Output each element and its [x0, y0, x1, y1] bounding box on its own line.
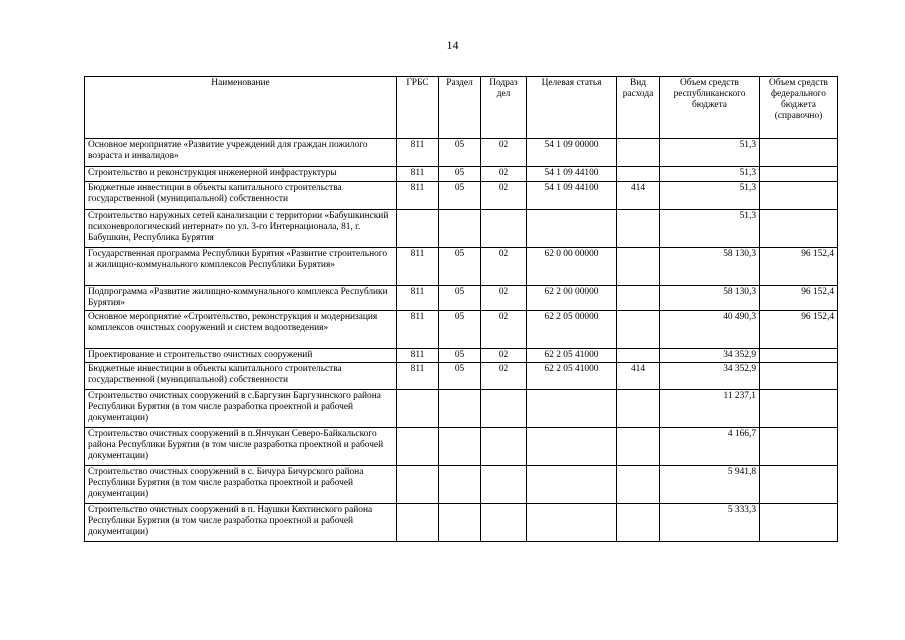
row-grbs [397, 466, 439, 504]
row-razdel: 05 [439, 248, 481, 286]
row-article: 62 2 05 41000 [527, 349, 617, 363]
row-fed-budget [760, 349, 838, 363]
row-razdel [439, 210, 481, 248]
row-razdel: 05 [439, 182, 481, 210]
row-podrazdel: 02 [481, 311, 527, 349]
row-podrazdel [481, 466, 527, 504]
row-fed-budget: 96 152,4 [760, 311, 838, 349]
table-row [85, 210, 838, 248]
row-podrazdel: 02 [481, 349, 527, 363]
row-name: Основное мероприятие «Развитие учреждений для граждан пожилого возраста и инвалидов» [85, 139, 397, 167]
row-rep-budget: 51,3 [660, 139, 760, 167]
row-razdel: 05 [439, 349, 481, 363]
row-podrazdel: 02 [481, 286, 527, 311]
row-article: 54 1 09 44100 [527, 182, 617, 210]
row-grbs: 811 [397, 286, 439, 311]
budget-table [84, 76, 838, 542]
row-razdel [439, 504, 481, 542]
row-grbs: 811 [397, 363, 439, 390]
row-article [527, 504, 617, 542]
row-razdel: 05 [439, 139, 481, 167]
row-vid [617, 349, 660, 363]
row-razdel: 05 [439, 311, 481, 349]
row-podrazdel: 02 [481, 363, 527, 390]
row-razdel: 05 [439, 167, 481, 182]
header-fed-budget: Объем средств федерального бюджета (справочно) [760, 77, 838, 139]
header-name: Наименование [85, 77, 397, 139]
table-row [85, 390, 838, 428]
row-vid [617, 286, 660, 311]
row-vid [617, 248, 660, 286]
row-rep-budget: 51,3 [660, 210, 760, 248]
row-article: 62 2 00 00000 [527, 286, 617, 311]
row-razdel [439, 428, 481, 466]
header-article: Целевая статья [527, 77, 617, 139]
row-name: Строительство очистных сооружений в п. Наушки Кяхтинского района Республики Бурятия (в том числе разработка проектной и рабочей документации) [85, 504, 397, 542]
row-vid [617, 466, 660, 504]
row-rep-budget: 58 130,3 [660, 248, 760, 286]
row-name: Строительство очистных сооружений в п.Янчукан Северо-Байкальского района Республики Бурятия (в том числе разработка проектной и рабочей документации) [85, 428, 397, 466]
table-row [85, 167, 838, 182]
row-fed-budget [760, 139, 838, 167]
row-rep-budget: 34 352,9 [660, 349, 760, 363]
row-article [527, 210, 617, 248]
row-fed-budget: 96 152,4 [760, 286, 838, 311]
row-vid [617, 428, 660, 466]
row-vid [617, 390, 660, 428]
table-row [85, 504, 838, 542]
row-name: Строительство очистных сооружений в с.Баргузин Баргузинского района Республики Бурятия (в том числе разработка проектной и рабочей документации) [85, 390, 397, 428]
row-fed-budget [760, 466, 838, 504]
row-name: Строительство наружных сетей канализации с территории «Бабушкинский психоневрологический интернат» по ул. 3-го Интернационала, 81, г. Бабушкин, Республика Бурятия [85, 210, 397, 248]
row-name: Строительство и реконструкция инженерной инфраструктуры [85, 167, 397, 182]
row-name: Подпрограмма «Развитие жилищно-коммунального комплекса Республики Бурятия» [85, 286, 397, 311]
table-row [85, 311, 838, 349]
row-vid: 414 [617, 182, 660, 210]
row-vid [617, 311, 660, 349]
row-article [527, 428, 617, 466]
row-name: Бюджетные инвестиции в объекты капитального строительства государственной (муниципальной) собственности [85, 182, 397, 210]
table-row [85, 349, 838, 363]
row-razdel: 05 [439, 363, 481, 390]
row-podrazdel: 02 [481, 167, 527, 182]
row-vid [617, 504, 660, 542]
row-grbs: 811 [397, 167, 439, 182]
row-name: Государственная программа Республики Бурятия «Развитие строительного и жилищно-коммунального комплексов Республики Бурятия» [85, 248, 397, 286]
row-grbs: 811 [397, 139, 439, 167]
row-rep-budget: 5 941,8 [660, 466, 760, 504]
row-article [527, 466, 617, 504]
row-name: Основное мероприятие «Строительство, реконструкция и модернизация комплексов очистных сооружений и систем водоотведения» [85, 311, 397, 349]
row-podrazdel [481, 428, 527, 466]
row-fed-budget: 96 152,4 [760, 248, 838, 286]
row-vid [617, 139, 660, 167]
row-rep-budget: 11 237,1 [660, 390, 760, 428]
row-podrazdel: 02 [481, 182, 527, 210]
row-podrazdel [481, 390, 527, 428]
row-article [527, 390, 617, 428]
row-grbs [397, 390, 439, 428]
row-podrazdel: 02 [481, 248, 527, 286]
table-row [85, 466, 838, 504]
table-row [85, 248, 838, 286]
row-rep-budget: 5 333,3 [660, 504, 760, 542]
row-fed-budget [760, 210, 838, 248]
row-razdel: 05 [439, 286, 481, 311]
row-article: 54 1 09 44100 [527, 167, 617, 182]
row-vid [617, 167, 660, 182]
row-rep-budget: 51,3 [660, 182, 760, 210]
row-rep-budget: 40 490,3 [660, 311, 760, 349]
table-header-row [85, 77, 838, 139]
header-vid: Вид расхода [617, 77, 660, 139]
row-article: 62 2 05 41000 [527, 363, 617, 390]
row-grbs: 811 [397, 311, 439, 349]
row-grbs: 811 [397, 248, 439, 286]
row-razdel [439, 390, 481, 428]
row-fed-budget [760, 504, 838, 542]
header-grbs: ГРБС [397, 77, 439, 139]
row-rep-budget: 58 130,3 [660, 286, 760, 311]
table-row [85, 363, 838, 390]
row-grbs [397, 428, 439, 466]
table-row [85, 428, 838, 466]
row-vid: 414 [617, 363, 660, 390]
header-razdel: Раздел [439, 77, 481, 139]
row-fed-budget [760, 167, 838, 182]
table-row [85, 286, 838, 311]
row-podrazdel: 02 [481, 139, 527, 167]
row-fed-budget [760, 390, 838, 428]
page-number: 14 [446, 38, 459, 52]
table-row [85, 139, 838, 167]
header-podrazdel: Подраз дел [481, 77, 527, 139]
row-fed-budget [760, 182, 838, 210]
row-rep-budget: 4 166,7 [660, 428, 760, 466]
row-name: Проектирование и строительство очистных сооружений [85, 349, 397, 363]
row-name: Бюджетные инвестиции в объекты капитального строительства государственной (муниципальной) собственности [85, 363, 397, 390]
row-article: 62 2 05 00000 [527, 311, 617, 349]
row-grbs [397, 210, 439, 248]
row-rep-budget: 34 352,9 [660, 363, 760, 390]
header-rep-budget: Объем средств республиканского бюджета [660, 77, 760, 139]
row-name: Строительство очистных сооружений в с. Бичура Бичурского района Республики Бурятия (в том числе разработка проектной и рабочей документации) [85, 466, 397, 504]
row-fed-budget [760, 363, 838, 390]
row-rep-budget: 51,3 [660, 167, 760, 182]
row-vid [617, 210, 660, 248]
row-grbs: 811 [397, 349, 439, 363]
row-article: 54 1 09 00000 [527, 139, 617, 167]
row-grbs [397, 504, 439, 542]
row-razdel [439, 466, 481, 504]
table-row [85, 182, 838, 210]
row-podrazdel [481, 504, 527, 542]
row-fed-budget [760, 428, 838, 466]
row-grbs: 811 [397, 182, 439, 210]
row-article: 62 0 00 00000 [527, 248, 617, 286]
row-podrazdel [481, 210, 527, 248]
